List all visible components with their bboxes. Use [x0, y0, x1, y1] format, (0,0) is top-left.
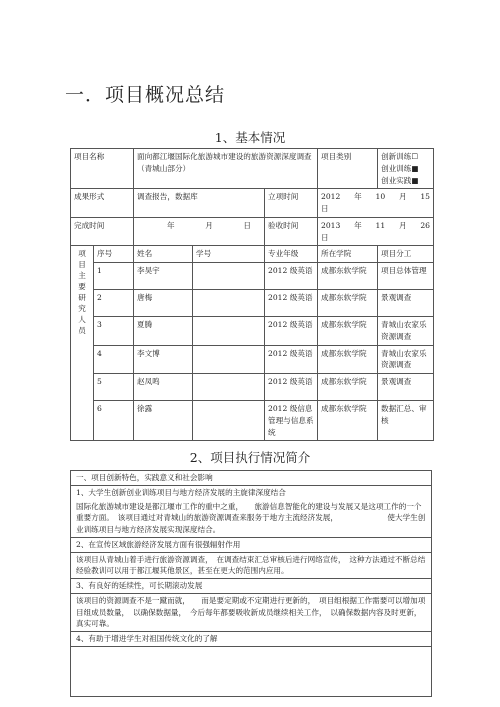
member-id: [193, 345, 265, 374]
project-name-label: 项目名称: [71, 149, 134, 189]
finish-date-label: 完成时间: [71, 217, 134, 246]
accept-year: 2013: [321, 220, 341, 230]
execution-summary-box: [70, 470, 432, 697]
summary-point-3-text: 该项目的资源调查不是一蹴而就， 而是要定期或不定期进行更新的， 项目组根据工作需要可以增加项目组成员数量， 以确保数据量， 今后每年都要吸收新成员继续相关工作， 以确保数据内容及时更新，真实可靠。: [76, 595, 426, 629]
outcome-row: [71, 189, 434, 218]
header-name: 姓名: [134, 246, 193, 263]
accept-day: 26: [420, 220, 430, 230]
project-info-table: [70, 148, 434, 441]
header-role: 项目分工: [378, 246, 434, 263]
member-id: [193, 290, 265, 317]
project-name-value: 面向都江堰国际化旅游城市建设的旅游资源深度调查（青城山部分）: [134, 149, 318, 189]
member-id: [193, 401, 265, 441]
member-college: 成都东软学院: [318, 401, 378, 441]
start-month: 10: [375, 192, 386, 202]
category-entrepreneurship-training: 创业训练■: [381, 163, 419, 173]
member-no: 5: [94, 374, 134, 401]
member-college: 成都东软学院: [318, 317, 378, 346]
accept-date-label: 验收时间: [265, 217, 318, 246]
member-major: 2012 级英语: [265, 345, 318, 374]
table-row: [71, 401, 434, 441]
table-row: [71, 290, 434, 317]
page-title: 一．项目概况总结: [65, 84, 226, 106]
start-day: 15: [420, 192, 430, 202]
start-date-label: 立项时间: [265, 189, 318, 218]
project-category-label: 项目类别: [318, 149, 378, 189]
member-major: 2012 级英语: [265, 263, 318, 290]
member-major: 2012 级英语: [265, 374, 318, 401]
member-role: 青城山农家乐资源调查: [378, 317, 434, 346]
project-name-row: [71, 149, 434, 189]
member-college: 成都东软学院: [318, 263, 378, 290]
summary-point-1-title: 1、大学生创新创业训练项目与地方经济发展的主旋律深度结合: [76, 487, 286, 497]
member-role: 数据汇总、审核: [378, 401, 434, 441]
category-innovation-training: 创新训练☐: [381, 152, 419, 161]
start-day-unit: 日: [321, 204, 329, 214]
accept-year-unit: 年: [354, 220, 362, 230]
member-role: 景观调查: [378, 374, 434, 401]
start-year: 2012: [321, 192, 341, 202]
member-name: 李文博: [134, 345, 193, 374]
finish-date-value: [134, 217, 265, 246]
project-category-options: [378, 149, 434, 189]
member-no: 4: [94, 345, 134, 374]
accept-day-unit: 日: [321, 232, 329, 242]
header-major: 专业年级: [265, 246, 318, 263]
member-role: 景观调查: [378, 290, 434, 317]
start-date-value: [318, 189, 434, 218]
member-name: 徐露: [134, 401, 193, 441]
summary-point-2-text: 该项目从青城山着手进行旅游资源调查， 在调查结束汇总审核后进行网络宣传， 这种方法通过不断总结经验教训可以用于都江堰其他景区，甚至在更大的范围内应用。: [76, 554, 426, 576]
member-role: 青城山农家乐资源调查: [378, 345, 434, 374]
finish-month-unit: 月: [205, 220, 213, 230]
member-major: 2012 级英语: [265, 317, 318, 346]
summary-point-2-title: 2、在宣传区域旅游经济发展方面有很强辐射作用: [71, 537, 431, 553]
member-college: 成都东软学院: [318, 374, 378, 401]
member-name: 李昊宇: [134, 263, 193, 290]
member-college: 成都东软学院: [318, 345, 378, 374]
table-row: [71, 345, 434, 374]
section-basic-info-title: 1、基本情况: [214, 130, 286, 145]
member-no: 6: [94, 401, 134, 441]
summary-point-4-title: 4、有助于增进学生对祖国传统文化的了解: [71, 631, 431, 647]
members-header-row: [71, 246, 434, 263]
outcome-label: 成果形式: [71, 189, 134, 218]
accept-month-unit: 月: [398, 220, 407, 230]
header-student-id: 学号: [193, 246, 265, 263]
finish-row: [71, 217, 434, 246]
accept-date-value: [318, 217, 434, 246]
accept-month: 11: [375, 220, 386, 230]
summary-header: 一、项目创新特色，实践意义和社会影响: [71, 471, 431, 486]
table-row: [71, 317, 434, 346]
finish-day-unit: 日: [243, 220, 251, 230]
member-id: [193, 317, 265, 346]
section-execution-title: 2、项目执行情况简介: [189, 450, 311, 465]
table-row: [71, 374, 434, 401]
start-year-unit: 年: [354, 192, 362, 202]
member-role: 项目总体管理: [378, 263, 434, 290]
member-id: [193, 374, 265, 401]
header-college: 所在学院: [318, 246, 378, 263]
member-major: 2012 级英语: [265, 290, 318, 317]
member-no: 1: [94, 263, 134, 290]
member-no: 2: [94, 290, 134, 317]
header-no: 序号: [94, 246, 134, 263]
members-side-label: 项 目 主 要 研 究 人 员: [71, 246, 94, 441]
summary-point-3-title: 3、有良好的延续性，可长期滚动发展: [71, 578, 431, 594]
start-month-unit: 月: [398, 192, 407, 202]
member-name: 夏腾: [134, 317, 193, 346]
member-name: 唐梅: [134, 290, 193, 317]
member-college: 成都东软学院: [318, 290, 378, 317]
member-name: 赵凤鸣: [134, 374, 193, 401]
member-major: 2012 级信息管理与信息系统: [265, 401, 318, 441]
category-entrepreneurship-practice: 创业实践■: [381, 175, 419, 185]
table-row: [71, 263, 434, 290]
summary-point-1-text: 国际化旅游城市建设是都江堰市工作的重中之重， 旅游信息智能化的建设与发展又是这项工作的一个重要方面。 该项目通过对青城山的旅游资源调查来服务于地方主流经济发展， 使大学生创业训练项目与地方经济发展实现深度结合。: [76, 501, 426, 535]
member-id: [193, 263, 265, 290]
outcome-value: 调查报告，数据库: [134, 189, 265, 218]
member-no: 3: [94, 317, 134, 346]
finish-year-unit: 年: [167, 220, 175, 230]
